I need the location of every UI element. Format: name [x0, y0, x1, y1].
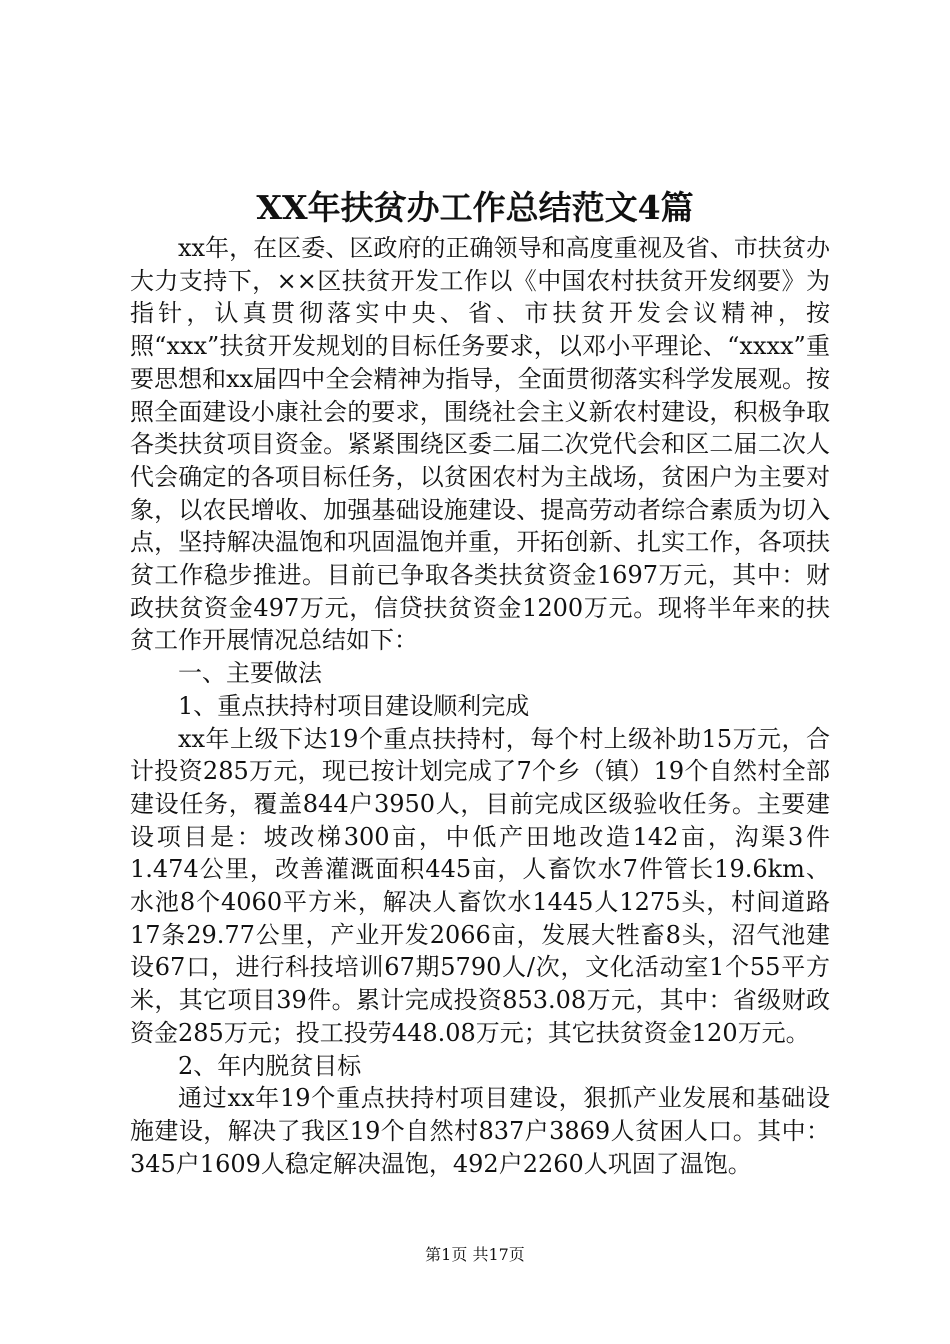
subsection-heading-poverty-goal: 2、年内脱贫目标: [178, 1051, 362, 1080]
subsection-heading-key-villages: 1、重点扶持村项目建设顺利完成: [178, 691, 530, 720]
document-title: XX年扶贫办工作总结范文4篇: [256, 188, 694, 227]
intro-paragraph: xx年，在区委、区政府的正确领导和高度重视及省、市扶贫办大力支持下，××区扶贫开发工作以《中国农村扶贫开发纲要》为指针，认真贯彻落实中央、省、市扶贫开发会议精神，按照“xxx”扶贫开发规划的目标任务要求，以邓小平理论、“xxxx”重要思想和xx届四中全会精神为指导，全面贯彻落实科学发展观。按照全面建设小康社会的要求，围绕社会主义新农村建设，积极争取各类扶贫项目资金。紧紧围绕区委二届二次党代会和区二届二次人代会确定的各项目标任务，以贫困农村为主战场，贫困户为主要对象，以农民增收、加强基础设施建设、提高劳动者综合素质为切入点，坚持解决温饱和巩固温饱并重，开拓创新、扎实工作，各项扶贫工作稳步推进。目前已争取各类扶贫资金1697万元，其中：财政扶贫资金497万元，信贷扶贫资金1200万元。现将半年来的扶贫工作开展情况总结如下：: [130, 234, 830, 655]
poverty-goal-paragraph: 通过xx年19个重点扶持村项目建设，狠抓产业发展和基础设施建设，解决了我区19个自然村837户3869人贫困人口。其中：345户1609人稳定解决温饱，492户2260人巩固了温饱。: [130, 1084, 830, 1178]
section-heading-main-methods: 一、主要做法: [178, 659, 322, 688]
document-body: [130, 232, 830, 1180]
page-footer: 第1页 共17页: [425, 1245, 525, 1264]
key-villages-paragraph: xx年上级下达19个重点扶持村，每个村上级补助15万元，合计投资285万元，现已按计划完成了7个乡（镇）19个自然村全部建设任务，覆盖844户3950人，目前完成区级验收任务。主要建设项目是：坡改梯300亩，中低产田地改造142亩，沟渠3件1.474公里，改善灌溉面积445亩，人畜饮水7件管长19.6km、水池8个4060平方米，解决人畜饮水1445人1275头，村间道路17条29.77公里，产业开发2066亩，发展大牲畜8头，沼气池建设67口，进行科技培训67期5790人/次，文化活动室1个55平方米，其它项目39件。累计完成投资853.08万元，其中：省级财政资金285万元；投工投劳448.08万元；其它扶贫资金120万元。: [130, 724, 830, 1047]
